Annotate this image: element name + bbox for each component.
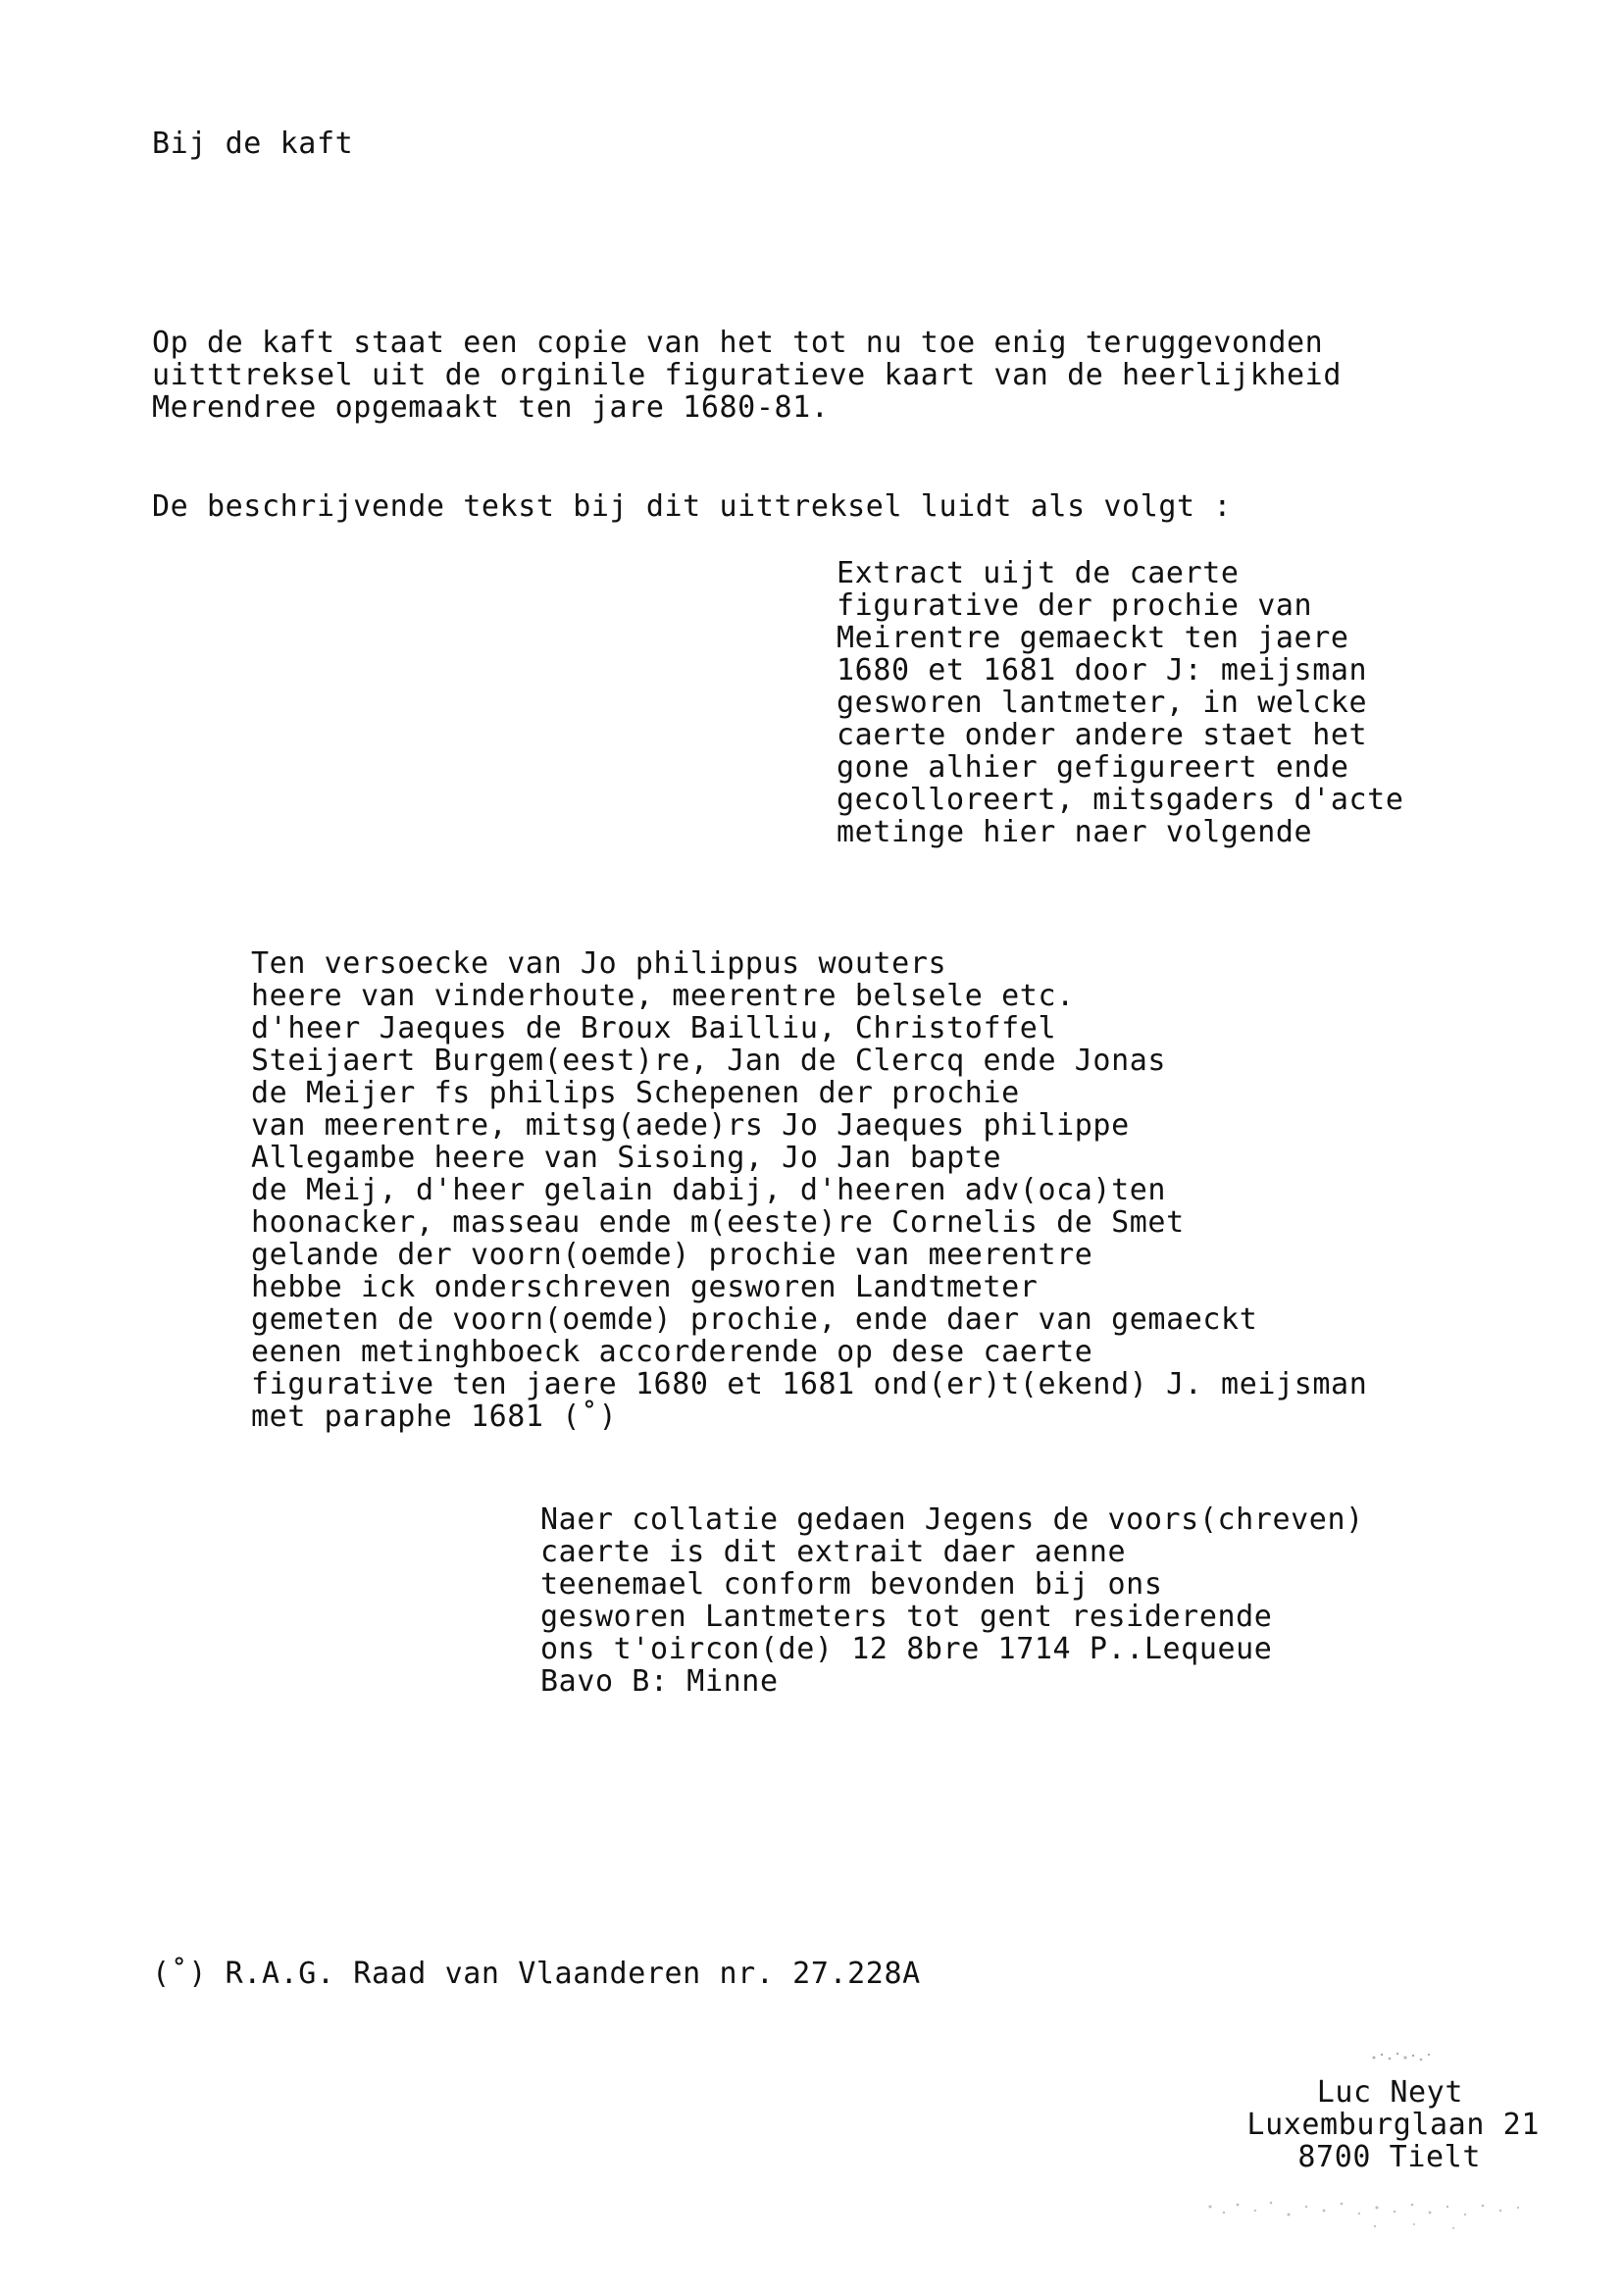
extract-line: 1680 et 1681 door J: meijsman — [837, 653, 1368, 687]
request-line: hoonacker, masseau ende m(eeste)re Cornelis de Smet — [251, 1205, 1185, 1240]
intro-paragraph — [152, 327, 1342, 424]
request-line: gelande der voorn(oemde) prochie van meerentre — [251, 1238, 1093, 1272]
extract-line: Extract uijt de caerte — [837, 556, 1240, 590]
request-line: de Meij, d'heer gelain dabij, d'heeren adv(oca)ten — [251, 1173, 1167, 1207]
intro-line: Merendree opgemaakt ten jare 1680-81. — [152, 390, 830, 425]
extract-line: metinge hier naer volgende — [837, 815, 1313, 849]
signature-block — [1079, 2076, 1540, 2173]
request-line: Allegambe heere van Sisoing, Jo Jan bapte — [251, 1141, 1002, 1175]
heading-text: Bij de kaft — [152, 127, 354, 161]
signature-street: Luxemburglaan 21 — [1246, 2108, 1540, 2142]
extract-line: Meirentre gemaeckt ten jaere — [837, 621, 1349, 655]
faded-stamp-mark — [1368, 2046, 1437, 2067]
request-line: figurative ten jaere 1680 et 1681 ond(er)t(ekend) J. meijsman — [251, 1367, 1368, 1401]
extract-line: gecolloreert, mitsgaders d'acte — [837, 783, 1404, 817]
lead-paragraph — [152, 490, 1232, 523]
extract-line: caerte onder andere staet het — [837, 718, 1368, 752]
signature-name: Luc Neyt — [1316, 2075, 1463, 2110]
faded-address-stamp — [1198, 2189, 1532, 2236]
extract-line: figurative der prochie van — [837, 588, 1313, 623]
request-line: met paraphe 1681 (˚) — [251, 1400, 618, 1434]
request-line: hebbe ick onderschreven gesworen Landtmeter — [251, 1270, 1039, 1304]
collation-line: teenemael conform bevonden bij ons — [540, 1567, 1163, 1602]
collation-line: caerte is dit extrait daer aenne — [540, 1535, 1127, 1569]
footnote-text: (˚) R.A.G. Raad van Vlaanderen nr. 27.228A — [152, 1957, 921, 1991]
collation-line: Bavo B: Minne — [540, 1664, 779, 1699]
request-line: Ten versoecke van Jo philippus wouters — [251, 946, 947, 981]
request-line: heere van vinderhoute, meerentre belsele etc. — [251, 979, 1075, 1013]
request-line: de Meijer fs philips Schepenen der prochie — [251, 1076, 1020, 1110]
request-line: eenen metinghboeck accorderende op dese caerte — [251, 1335, 1093, 1369]
collation-quote — [540, 1503, 1364, 1698]
request-line: van meerentre, mitsg(aede)rs Jo Jaeques philippe — [251, 1108, 1130, 1143]
stamp-texture-icon — [1368, 2046, 1437, 2067]
extract-line: gesworen lantmeter, in welcke — [837, 686, 1368, 720]
lead-line: De beschrijvende tekst bij dit uittreksel luidt als volgt : — [152, 489, 1233, 524]
request-line: Steijaert Burgem(eest)re, Jan de Clercq ende Jonas — [251, 1044, 1167, 1078]
collation-line: Naer collatie gedaen Jegens de voors(chreven) — [540, 1502, 1364, 1537]
extract-quote — [837, 557, 1404, 848]
signature-city: 8700 Tielt — [1297, 2140, 1481, 2174]
request-line: gemeten de voorn(oemde) prochie, ende daer van gemaeckt — [251, 1302, 1258, 1337]
extract-line: gone alhier gefigureert ende — [837, 750, 1349, 785]
document-heading — [152, 127, 353, 160]
collation-line: ons t'oircon(de) 12 8bre 1714 P..Lequeue — [540, 1632, 1273, 1666]
stamp-texture-icon — [1198, 2189, 1532, 2236]
request-line: d'heer Jaeques de Broux Bailliu, Christoffel — [251, 1011, 1057, 1045]
footnote — [152, 1958, 921, 1990]
intro-line: uitttreksel uit de orginile figuratieve kaart van de heerlijkheid — [152, 358, 1342, 392]
collation-line: gesworen Lantmeters tot gent residerende — [540, 1600, 1273, 1634]
intro-line: Op de kaft staat een copie van het tot nu toe enig teruggevonden — [152, 326, 1324, 360]
request-quote — [251, 947, 1367, 1433]
